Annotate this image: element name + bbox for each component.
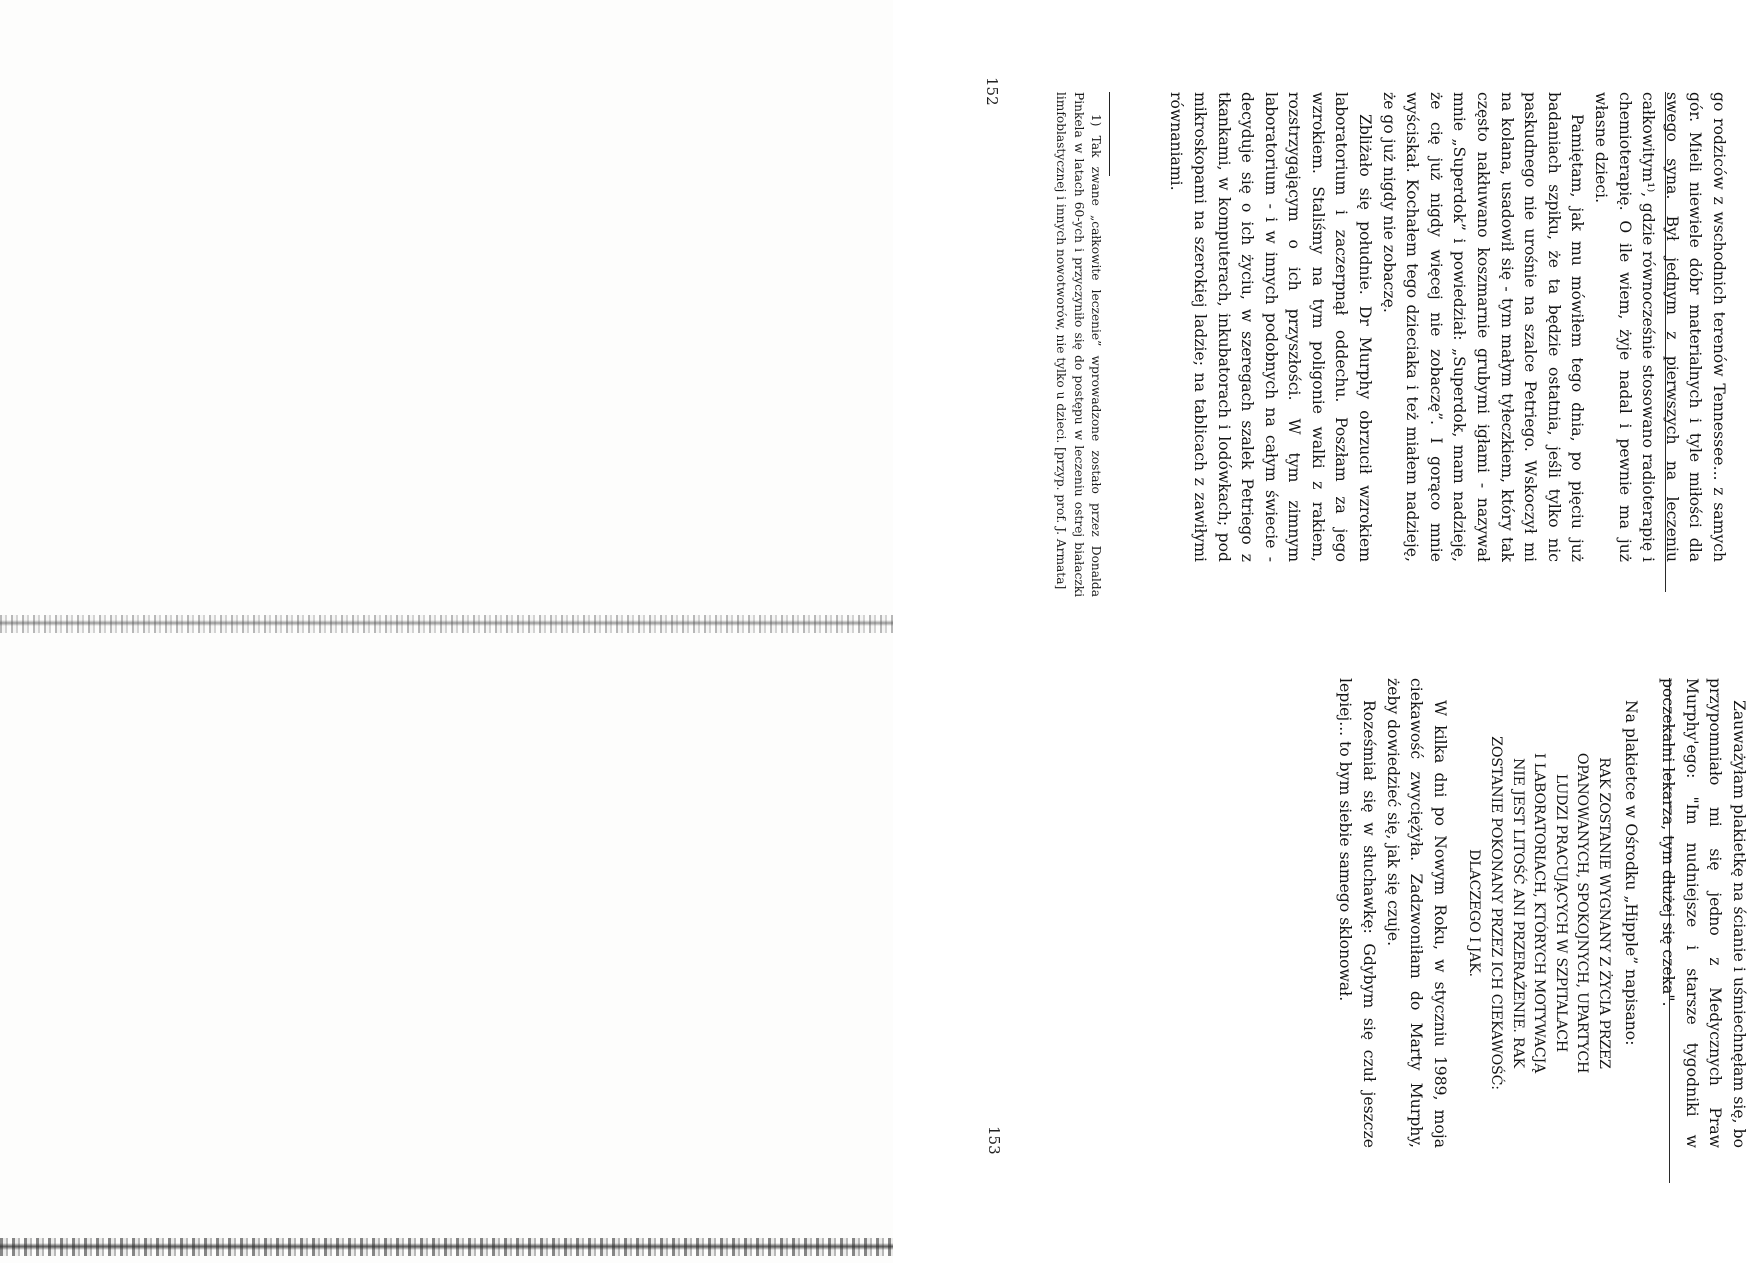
paragraph: W kilka dni po Nowym Roku, w styczniu 1989, moja ciekawość zwyciężyła. Zadzwoniłam do Marty Murphy, żeby dowiedzieć się, jak się czuje. [1383,678,1449,1148]
poster-line: LUDZI PRACUJĄCYCH W SZPITALACH [1552,773,1569,1053]
poster-line: RAK ZOSTANIE WYGNANY Z ŻYCIA PRZEZ [1596,757,1613,1069]
paragraph: Roześmiał się w słuchawkę: Gdybym się czuł jeszcze lepiej... to bym siebie samego sklonował. [1336,678,1379,1148]
footnote [1052,92,1104,597]
page-153-body [1333,678,1750,1148]
poster-text [1463,678,1614,1148]
poster-line: ZOSTANIE POKONANY PRZEZ ICH CIEKAWOŚĆ: [1488,736,1505,1090]
page-152-body [1164,92,1730,562]
paragraph: Pamiętam, jak mu mówiłem tego dnia, po pięciu już badaniach szpiku, że ta będzie ostatnia, jeśli tylko nic paskudnego nie urośnie na szalce Petriego. Wskoczył mi na kolana, usadowił się - tym małym tyłeczkiem, który tak często nakłuwano koszmarnie grubymi igłami - nazywał mnie „Superdok” i powiedział: „Superdok, mam nadzieję, że cię już nigdy więcej nie zobaczę”. I gorąco mnie wyściskał. Kochałem tego dzieciaka i też miałem nadzieję, że go już nigdy nie zobaczę. [1379,92,1587,562]
page-number: 152 [983,77,1001,106]
paragraph: Zauważyłam plakietkę na ścianie i uśmiechnęłam się, bo przypomniało mi się jedno z Medycznych Praw Murphy'ego: "Im nudniejsze i starsze tygodniki w poczekalni lekarza, tym dłużej się czeka". [1659,678,1748,1148]
footnote-text: 1) Tak zwane „całkowite leczenie” wprowadzone zostało przez Donalda Pinkela w latach 60-ych i przyczyniło się do postępu w leczeniu ostrej białaczki limfoblastycznej i innych nowotworów, nie tylko u dzieci. [przyp. prof. J. Armata] [1054,92,1103,597]
paragraph: Zbliżało się południe. Dr Murphy obrzucił wzrokiem laboratorium i zaczerpnął oddechu. Poszłam za jego wzrokiem. Staliśmy na tym poligonie walki z rakiem, rozstrzygającym o ich przyszłości. W tym zimnym laboratorium - i w innych podobnych na całym świecie - decyduje się o ich życiu, w szeregach szalek Petriego z tkankami, w komputerach, inkubatorach i lodówkach; pod mikroskopami na szerokiej ladzie; na tablicach z zawiłymi równaniami. [1167,92,1375,562]
footnote-rule [1109,92,1110,176]
scan-edge-shadow [0,1243,893,1250]
poster-line: I LABORATORIACH, KTÓRYCH MOTYWACJĄ [1531,752,1548,1074]
poster-line: NIE JEST LITOŚĆ ANI PRZERAŻENIE. RAK [1509,758,1526,1068]
paragraph: go rodziców z wschodnich terenów Tennessee... z samych gór. Mieli niewiele dóbr materialnych i tyle miłości dla swego syna. Był jednym z pierwszych na leczeniu całkowitym¹⁾, gdzie równocześnie stosowano radioterapię i chemioterapię. O ile wiem, żyje nadal i pewnie ma już własne dzieci. [1592,92,1728,562]
poster-line: DLACZEGO I JAK. [1466,849,1483,977]
page-number: 153 [985,1126,1003,1155]
scan-gutter-shadow [0,620,893,626]
poster-intro: Na plakietce w Ośrodku „Hipple” napisano: [1621,700,1640,1046]
poster-line: OPANOWANYCH, SPOKOJNYCH, UPARTYCH [1574,752,1591,1074]
